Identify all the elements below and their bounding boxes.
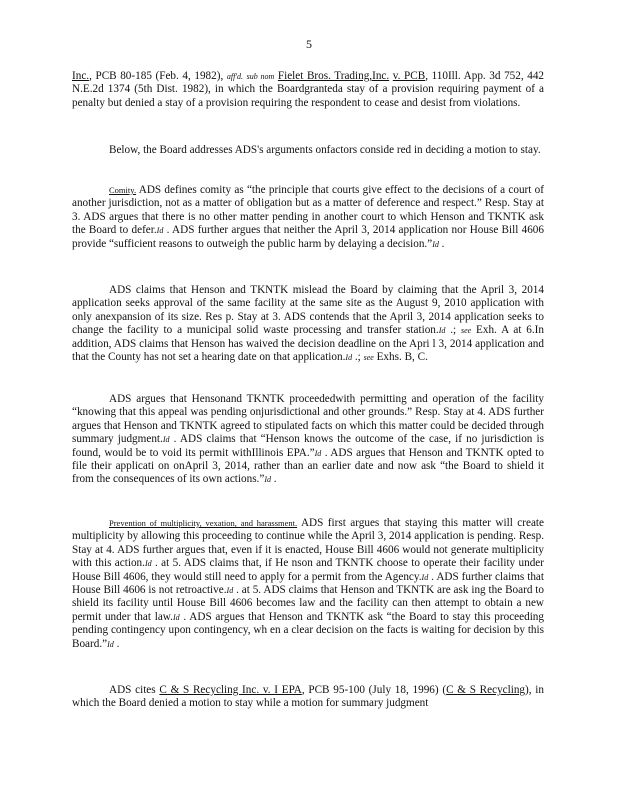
- id-citation: Id: [162, 435, 170, 445]
- see-signal: see: [460, 326, 472, 336]
- paragraph-intro: Below, the Board addresses ADS's arguments onfactors conside red in deciding a motion to stay.: [109, 144, 541, 156]
- versus-pcb: v. PCB: [392, 70, 426, 82]
- citation-text-continued: , 110Ill. App. 3d 752, 442 N.E.2d 1374 (5th Dist. 1982), in which the Boardgranteda stay of a provision requiring payment of a penalty but denied a stay of a provision requiring the respondent to cease and desist from violations.: [72, 70, 545, 109]
- id-citation: Id: [172, 612, 180, 622]
- id-citation: Id: [226, 586, 234, 596]
- party-name: Fielet Bros. Trading,Inc.: [277, 70, 390, 82]
- case-short-name: C & S Recycling: [446, 684, 526, 696]
- citation-text: , PCB 80-185 (Feb. 4, 1982),: [89, 70, 224, 82]
- see-signal: see: [363, 353, 374, 363]
- id-citation: Id: [107, 639, 114, 649]
- id-citation: Id: [432, 239, 439, 249]
- id-citation: Id: [345, 353, 353, 363]
- id-citation: Id: [421, 572, 429, 582]
- id-citation: Id: [156, 226, 164, 236]
- case-name: Inc.: [72, 70, 90, 82]
- paragraph-comity: Comity. ADS defines comity as “the principle that courts give effect to the decisions of a court of another jurisdiction, not as a matter of obligation but as a matter of deference and respect.” Resp. Stay at 3. ADS argues that there is no other matter pending in another court to which Henson and TKNTK ask the Board to defer.Id . ADS further argues that neither the April 3, 2014 application nor House Bill 4606 provide “sufficient reasons to outweigh the public harm by delaying a decision.”Id .: [72, 184, 544, 250]
- section-heading-multiplicity: Prevention of multiplicity, vexation, and harassment.: [109, 518, 298, 528]
- paragraph-multiplicity: Prevention of multiplicity, vexation, and harassment. ADS first argues that staying this matter will create multiplicity by allowing this proceeding to continue while the April 3, 2014 application is pending. Resp. Stay at 4. ADS further argues that, even if it is enacted, House Bill 4606 would not generate multiplicity with this action.Id . at 5. ADS claims that, if He nson and TKNTK choose to operate their facility under House Bill 4606, they would still need to apply for a permit from the Agency.Id . ADS further claims that House Bill 4606 is not retroactive.Id . at 5. ADS claims that Henson and TKNTK are ask ing the Board to shield its facility until House Bill 4606 becomes law and the facility can then attempt to obtain a new permit under that law.Id . ADS argues that Henson and TKNTK ask “the Board to stay this proceeding pending contingency upon contingency, wh en a clear decision on the facts is waiting for decision by this Board.”Id .: [72, 517, 544, 650]
- page-number: 5: [306, 37, 312, 51]
- paragraph-case-citation: [72, 70, 544, 110]
- paragraph-cs-recycling: ADS cites C & S Recycling Inc. v. I EPA, PCB 95-100 (July 18, 1996) (C & S Recycling), in which the Board denied a motion to stay while a motion for summary judgment: [72, 684, 544, 710]
- paragraph-application-claims: ADS claims that Henson and TKNTK mislead the Board by claiming that the April 3, 2014 application seeks approval of the same facility at the same site as the August 9, 2010 application with only anexpansion of its size. Res p. Stay at 3. ADS contends that the April 3, 2014 application seeks to change the facility to a municipal solid waste processing and transfer station.Id .; see Exh. A at 6.In addition, ADS claims that Henson has waived the decision deadline on the Apri l 3, 2014 application and that the County has not set a hearing date on that application.Id .; see Exhs. B, C.: [72, 284, 544, 364]
- affd-note: aff'd.: [226, 72, 244, 81]
- id-citation: Id: [314, 448, 322, 458]
- sub-nom-note: sub nom: [246, 72, 275, 81]
- paragraph-permitting-arguments: ADS argues that Hensonand TKNTK proceededwith permitting and operation of the facility “knowing that this appeal was pending onjurisdictional and other grounds.” Resp. Stay at 4. ADS further argues that Henson and TKNTK agreed to stipulated facts on which this matter could be decided through summary judgment.Id . ADS claims that “Henson knows the outcome of the case, if no jurisdiction is found, would be to void its permit withIllinois EPA.”Id . ADS argues that Henson and TKNTK opted to file their applicati on onApril 3, 2014, rather than an earlier date and now ask “the Board to shield it from the consequences of its own actions.”Id .: [72, 393, 544, 486]
- case-name: C & S Recycling Inc. v. I EPA: [159, 684, 302, 696]
- id-citation: Id: [264, 475, 271, 485]
- id-citation: Id: [144, 559, 152, 569]
- section-heading-comity: Comity.: [109, 185, 137, 195]
- id-citation: Id: [438, 326, 446, 336]
